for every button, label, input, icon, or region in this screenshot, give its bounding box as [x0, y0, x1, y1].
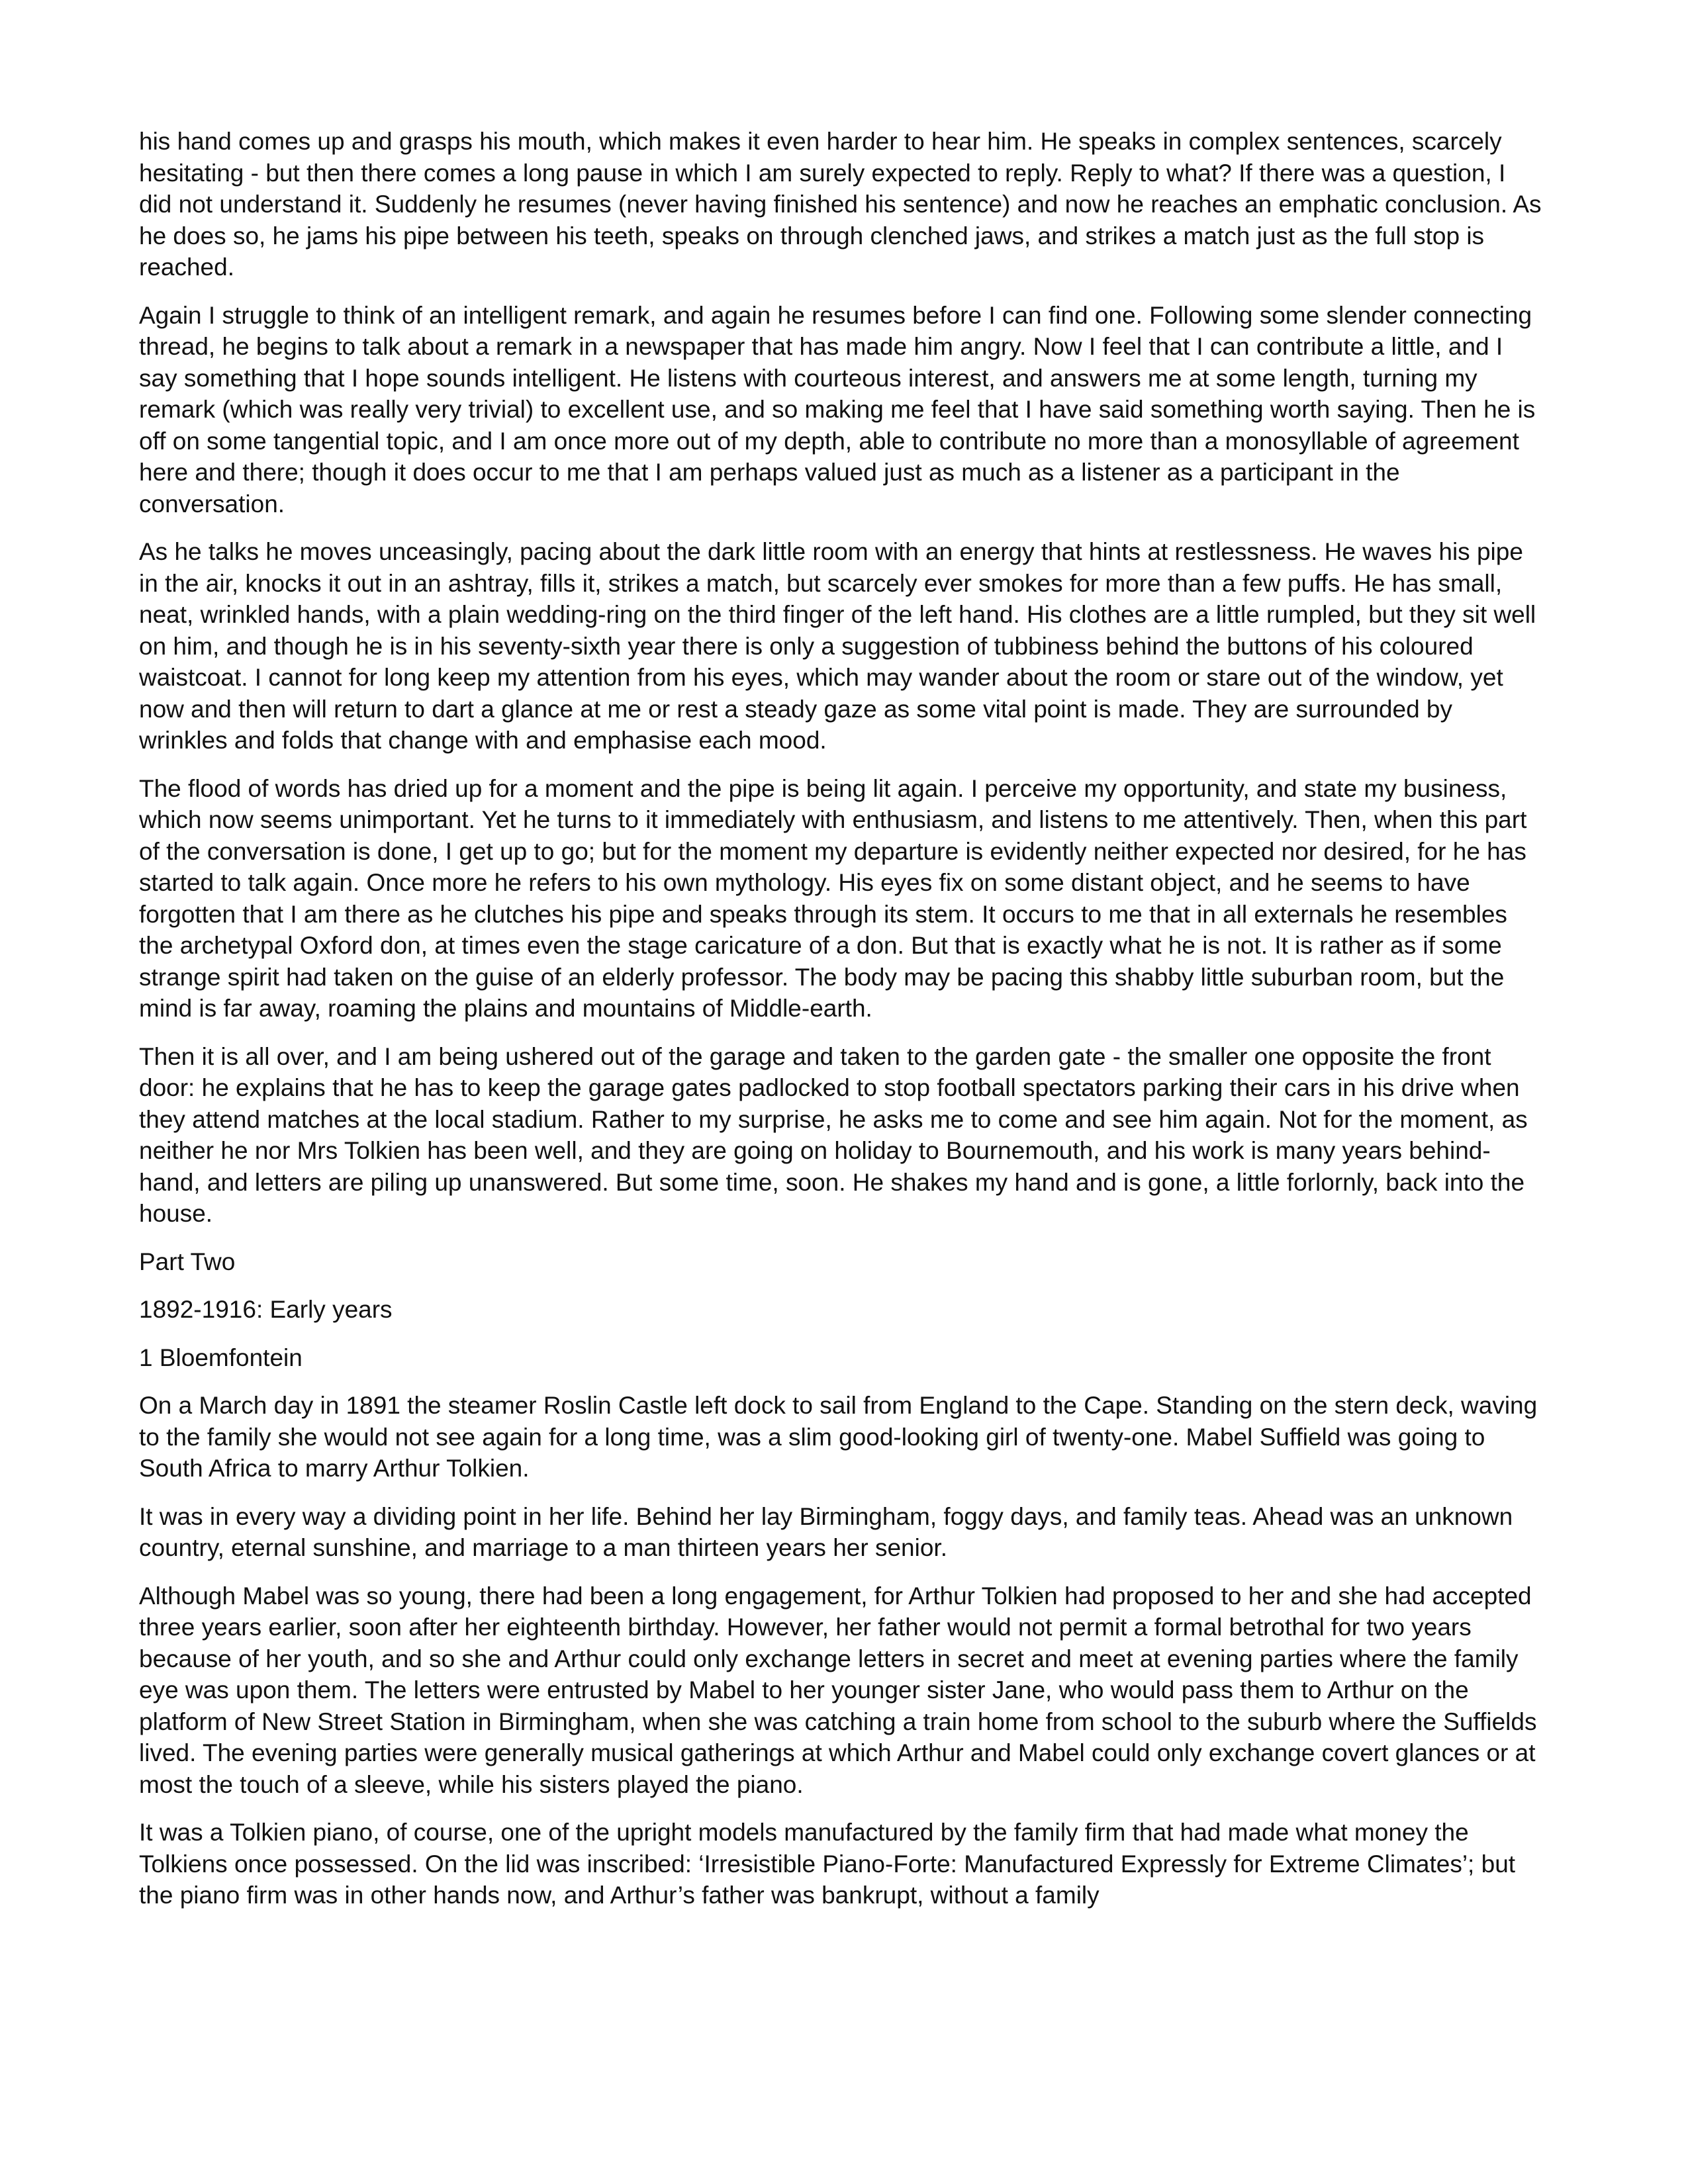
paragraph-long-engagement: Although Mabel was so young, there had been a long engagement, for Arthur Tolkien had proposed to her and she had accepted three years earlier, soon after her eighteenth birthday. However, her father would not permit a formal betrothal for two years because of her youth, and so she and Arthur could only exchange letters in secret and meet at evening parties where the family eye was upon them. The letters were entrusted by Mabel to her younger sister Jane, who would pass them to Arthur on the platform of New Street Station in Birmingham, when she was catching a train home from school to the suburb where the Suffields lived. The evening parties were generally musical gatherings at which Arthur and Mabel could only exchange covert glances or at most the touch of a sleeve, while his sisters played the piano. — [139, 1582, 1537, 1798]
paragraph-all-over: Then it is all over, and I am being ushered out of the garage and taken to the garden gate - the smaller one opposite the front door: he explains that he has to keep the garage gates padlocked to stop football spectators parking their cars in his drive when they attend matches at the local stadium. Rather to my surprise, he asks me to come and see him again. Not for the moment, as neither he nor Mrs Tolkien has been well, and they are going on holiday to Bournemouth, and his work is many years behind-hand, and letters are piling up unanswered. But some time, soon. He shakes my hand and is gone, a little forlornly, back into the house. — [139, 1042, 1528, 1227]
paragraph-flood-of-words: The flood of words has dried up for a moment and the pipe is being lit again. I perceive my opportunity, and state my business, which now seems unimportant. Yet he turns to it immediately with enthusiasm, and listens to me attentively. Then, when this part of the conversation is done, I get up to go; but for the moment my departure is evidently neither expected nor desired, for he has started to talk again. Once more he refers to his own mythology. His eyes fix on some distant object, and he seems to have forgotten that I am there as he clutches his pipe and speaks through its stem. It occurs to me that in all externals he resembles the archetypal Oxford don, at times even the stage caricature of a don. But that is exactly what he is not. It is rather as if some strange spirit had taken on the guise of an elderly professor. The body may be pacing this shabby little suburban room, but the mind is far away, roaming the plains and mountains of Middle-earth. — [139, 774, 1527, 1022]
document-page — [139, 126, 1542, 1928]
paragraph-dividing-point: It was in every way a dividing point in her life. Behind her lay Birmingham, foggy days, and family teas. Ahead was an unknown country, eternal sunshine, and marriage to a man thirteen years her senior. — [139, 1502, 1513, 1561]
paragraph-tolkien-piano: It was a Tolkien piano, of course, one of the upright models manufactured by the family firm that had made what money the Tolkiens once possessed. On the lid was inscribed: ‘Irresistible Piano-Forte: Manufactured Expressly for Extreme Climates’; but the piano firm was in other hands now, and Arthur’s father was bankrupt, without a family — [139, 1819, 1516, 1909]
part-heading: Part Two — [139, 1248, 236, 1275]
section-heading: 1892-1916: Early years — [139, 1296, 393, 1323]
chapter-heading: 1 Bloemfontein — [139, 1343, 303, 1371]
paragraph-intelligent-remark: Again I struggle to think of an intelligent remark, and again he resumes before I can find one. Following some slender connecting thread, he begins to talk about a remark in a newspaper that has made him angry. Now I feel that I can contribute a little, and I say something that I hope sounds intelligent. He listens with courteous interest, and answers me at some length, turning my remark (which was really very trivial) to excellent use, and so making me feel that I have said something worth saying. Then he is off on some tangential topic, and I am once more out of my depth, able to contribute no more than a monosyllable of agreement here and there; though it does occur to me that I am perhaps valued just as much as a listener as a participant in the conversation. — [139, 301, 1536, 518]
paragraph-moves-unceasingly: As he talks he moves unceasingly, pacing about the dark little room with an energy that hints at restlessness. He waves his pipe in the air, knocks it out in an ashtray, fills it, strikes a match, but scarcely ever smokes for more than a few puffs. He has small, neat, wrinkled hands, with a plain wedding-ring on the third finger of the left hand. His clothes are a little rumpled, but they sit well on him, and though he is in his seventy-sixth year there is only a suggestion of tubbiness behind the buttons of his coloured waistcoat. I cannot for long keep my attention from his eyes, which may wander about the room or stare out of the window, yet now and then will return to dart a glance at me or rest a steady gaze as some vital point is made. They are surrounded by wrinkles and folds that change with and emphasise each mood. — [139, 538, 1536, 754]
paragraph-interview-hand: his hand comes up and grasps his mouth, which makes it even harder to hear him. He speaks in complex sentences, scarcely hesitating - but then there comes a long pause in which I am surely expected to reply. Reply to what? If there was a question, I did not understand it. Suddenly he resumes (never having finished his sentence) and now he reaches an emphatic conclusion. As he does so, he jams his pipe between his teeth, speaks on through clenched jaws, and strikes a match just as the full stop is reached. — [139, 128, 1542, 281]
paragraph-march-day: On a March day in 1891 the steamer Roslin Castle left dock to sail from England to the Cape. Standing on the stern deck, waving to the family she would not see again for a long time, was a slim good-looking girl of twenty-one. Mabel Suffield was going to South Africa to marry Arthur Tolkien. — [139, 1392, 1538, 1482]
